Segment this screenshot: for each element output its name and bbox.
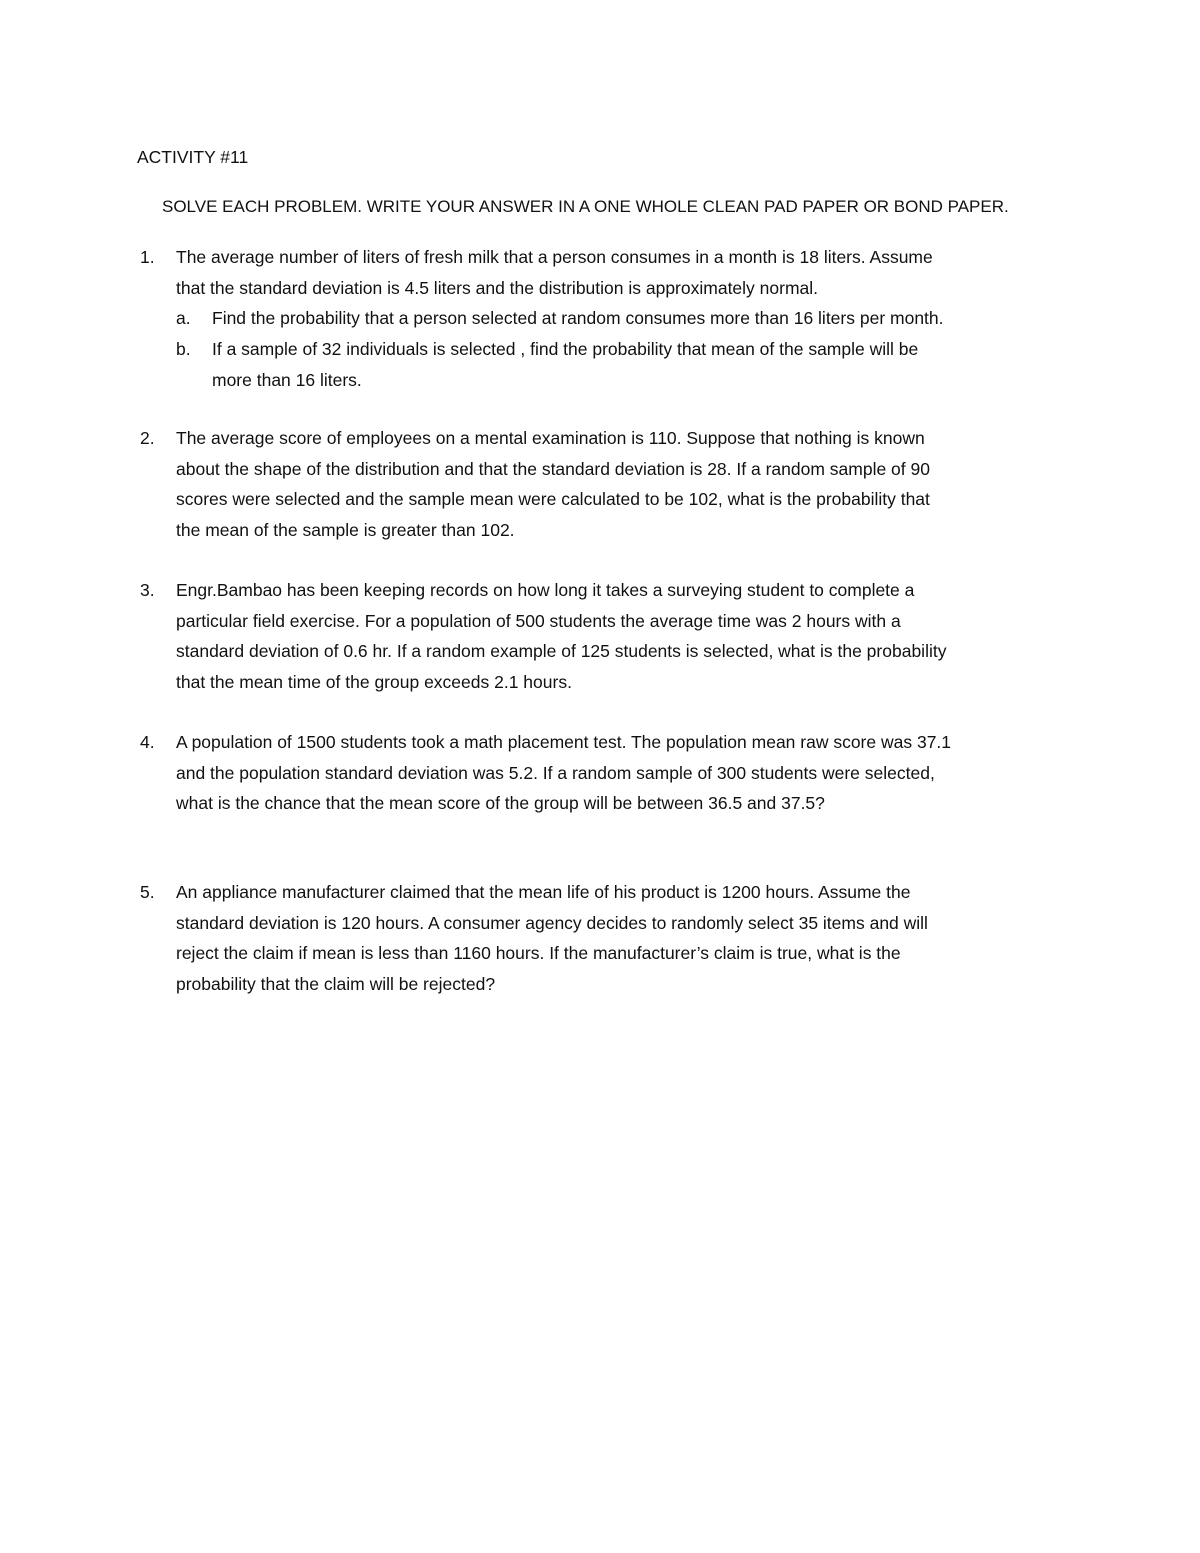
problem-text bbox=[176, 877, 1066, 999]
problem-line: that the mean time of the group exceeds 2.1 hours. bbox=[176, 671, 572, 692]
problem-line: particular field exercise. For a population of 500 students the average time was 2 hours with a bbox=[176, 610, 901, 631]
problem-line: about the shape of the distribution and that the standard deviation is 28. If a random sample of 90 bbox=[176, 458, 930, 479]
problem-number: 4. bbox=[140, 732, 155, 752]
subpart-letter: b. bbox=[176, 339, 191, 359]
problem-text bbox=[176, 242, 1066, 303]
problem-text bbox=[176, 423, 1066, 545]
problem-line: standard deviation of 0.6 hr. If a random example of 125 students is selected, what is the probability bbox=[176, 641, 947, 661]
problem-text bbox=[176, 727, 1066, 819]
problem-number: 1. bbox=[140, 247, 155, 267]
subpart-line: If a sample of 32 individuals is selected , find the probability that mean of the sample will be bbox=[212, 339, 919, 359]
problem-line: The average score of employees on a mental examination is 110. Suppose that nothing is known bbox=[176, 428, 925, 448]
problem-line: that the standard deviation is 4.5 liters and the distribution is approximately normal. bbox=[176, 277, 819, 298]
problem-line: scores were selected and the sample mean were calculated to be 102, what is the probability that bbox=[176, 489, 930, 509]
problem-line: what is the chance that the mean score of the group will be between 36.5 and 37.5? bbox=[176, 793, 825, 813]
subpart-text bbox=[212, 303, 1042, 334]
problem-line: reject the claim if mean is less than 1160 hours. If the manufacturer’s claim is true, what is the bbox=[176, 943, 901, 963]
subpart-letter: a. bbox=[176, 308, 191, 328]
problem-line: The average number of liters of fresh milk that a person consumes in a month is 18 liters. Assume bbox=[176, 247, 933, 267]
problem-line: and the population standard deviation was 5.2. If a random sample of 300 students were selected, bbox=[176, 762, 935, 783]
problem-line: probability that the claim will be rejected? bbox=[176, 973, 496, 994]
problem-line: A population of 1500 students took a math placement test. The population mean raw score was 37.1 bbox=[176, 732, 952, 752]
activity-title: ACTIVITY #11 bbox=[137, 147, 249, 167]
problem-number: 2. bbox=[140, 428, 155, 448]
problem-line: Engr.Bambao has been keeping records on how long it takes a surveying student to complete a bbox=[176, 580, 915, 600]
subpart-line: more than 16 liters. bbox=[212, 369, 362, 390]
problem-line: An appliance manufacturer claimed that the mean life of his product is 1200 hours. Assume the bbox=[176, 882, 911, 902]
instruction-text: SOLVE EACH PROBLEM. WRITE YOUR ANSWER IN A ONE WHOLE CLEAN PAD PAPER OR BOND PAPER. bbox=[162, 197, 1009, 216]
problem-number: 3. bbox=[140, 580, 155, 600]
problem-line: standard deviation is 120 hours. A consumer agency decides to randomly select 35 items and will bbox=[176, 912, 928, 933]
problem-number: 5. bbox=[140, 882, 155, 902]
problem-text bbox=[176, 575, 1066, 697]
subpart-text bbox=[212, 334, 1042, 395]
subpart-line: Find the probability that a person selected at random consumes more than 16 liters per month. bbox=[212, 308, 944, 328]
problem-line: the mean of the sample is greater than 102. bbox=[176, 519, 515, 540]
